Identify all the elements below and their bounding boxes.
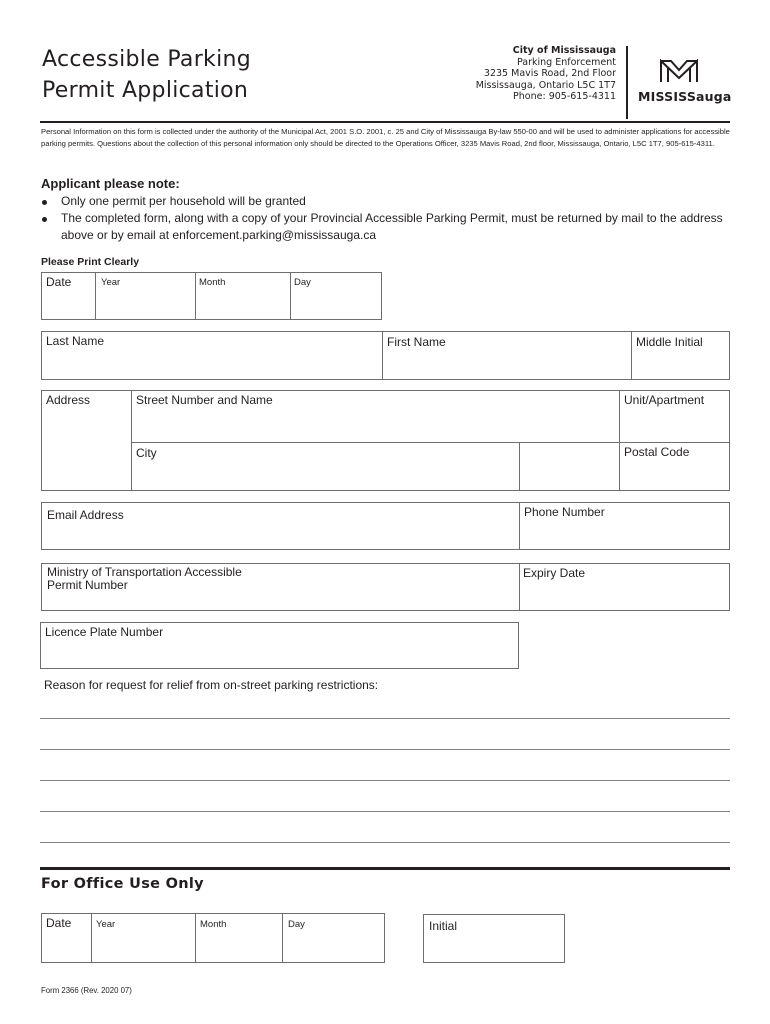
street-label: Street Number and Name [136,393,273,407]
address-block [41,390,730,491]
header-divider [626,46,628,119]
date-day-label: Day [294,277,311,288]
licence-plate-field[interactable] [40,622,519,669]
office-initial-field[interactable] [423,914,565,963]
office-date-field[interactable] [41,913,385,963]
email-field[interactable] [42,503,519,549]
phone-field[interactable] [520,503,729,549]
logo-mark-icon [659,58,699,84]
first-name-label: First Name [387,335,446,349]
privacy-notice: Personal Information on this form is collected under the authority of the Municipal Act, 2001 S.O. 2001, c. 25 and City of Mississauga By-law 550-00 and will be used to administer applications for accessible parking permits. Questions about the collection of this personal information only should be directed to the Operations Officer, 3235 Mavis Road, 2nd floor, Mississauga, Ontario, L5C 1T7, 905-615-4311. [41,127,730,149]
logo-wordmark: MISSISSauga [638,89,732,104]
licence-plate-label: Licence Plate Number [45,625,164,639]
title-line-1: Accessible Parking [42,47,251,72]
city-field[interactable] [132,443,519,490]
postal-code-field[interactable] [620,443,729,490]
contact-row [41,502,730,550]
reason-line[interactable] [40,811,730,812]
permit-number-label [47,566,242,592]
date-month-label: Month [199,277,226,288]
contact-block [440,45,616,103]
contact-street: 3235 Mavis Road, 2nd Floor [483,68,616,79]
reason-line[interactable] [40,749,730,750]
street-field[interactable] [132,391,619,442]
list-item [41,193,731,210]
date-year-label: Year [101,277,121,288]
bullet-icon [42,217,47,222]
permit-row [41,563,730,611]
note-title: Applicant please note: [41,176,180,191]
bullet-icon [42,200,47,205]
contact-dept: Parking Enforcement [516,56,616,68]
middle-initial-label: Middle Initial [636,335,703,349]
note-item-text: The completed form, along with a copy of your Provincial Accessible Parking Permit, must be returned by mail to the address above or by email at enforcement.parking@mississauga.ca [61,211,723,242]
note-list [41,193,731,244]
reason-line[interactable] [40,842,730,843]
contact-phone: Phone: 905-615-4311 [513,91,616,102]
expiry-date-label: Expiry Date [523,566,586,580]
middle-initial-field[interactable] [632,332,729,379]
note-item-text: Only one permit per household will be granted [61,194,306,208]
office-initial-label: Initial [429,919,458,933]
reason-line[interactable] [40,718,730,719]
address-label: Address [46,393,91,407]
office-month-label: Month [200,919,227,930]
divider [91,914,92,962]
last-name-field[interactable] [42,332,382,379]
divider [195,273,196,319]
office-title: For Office Use Only [41,876,204,892]
date-field[interactable] [41,272,382,320]
city-label: City [136,446,157,460]
contact-city: Mississauga, Ontario L5C 1T7 [475,79,616,91]
name-row [41,331,730,380]
date-label: Date [46,275,72,289]
unit-field[interactable] [620,391,729,442]
office-day-label: Day [288,919,305,930]
expiry-date-field[interactable] [520,564,729,610]
office-date-label: Date [46,916,72,930]
reason-line[interactable] [40,780,730,781]
permit-number-label-line2: Permit Number [47,578,128,592]
form-number: Form 2366 (Rev. 2020 07) [41,986,132,995]
mississauga-logo [638,58,730,108]
office-rule [40,867,730,870]
postal-code-label: Postal Code [624,445,690,459]
office-year-label: Year [96,919,116,930]
contact-org: City of Mississauga [512,45,616,56]
last-name-label: Last Name [46,334,105,348]
page-title [42,44,251,106]
divider [195,914,196,962]
permit-number-field[interactable] [42,564,519,610]
divider [95,273,96,319]
divider [519,443,520,490]
list-item [41,210,731,244]
header-rule [40,121,730,123]
divider [282,914,283,962]
unit-label: Unit/Apartment [624,393,705,407]
divider [290,273,291,319]
title-line-2: Permit Application [42,78,249,103]
permit-number-label-line1: Ministry of Transportation Accessible [47,565,242,579]
print-clearly-label: Please Print Clearly [41,256,140,268]
first-name-field[interactable] [383,332,631,379]
phone-label: Phone Number [524,505,605,519]
email-label: Email Address [47,508,124,522]
reason-label: Reason for request for relief from on-street parking restrictions: [44,678,379,692]
